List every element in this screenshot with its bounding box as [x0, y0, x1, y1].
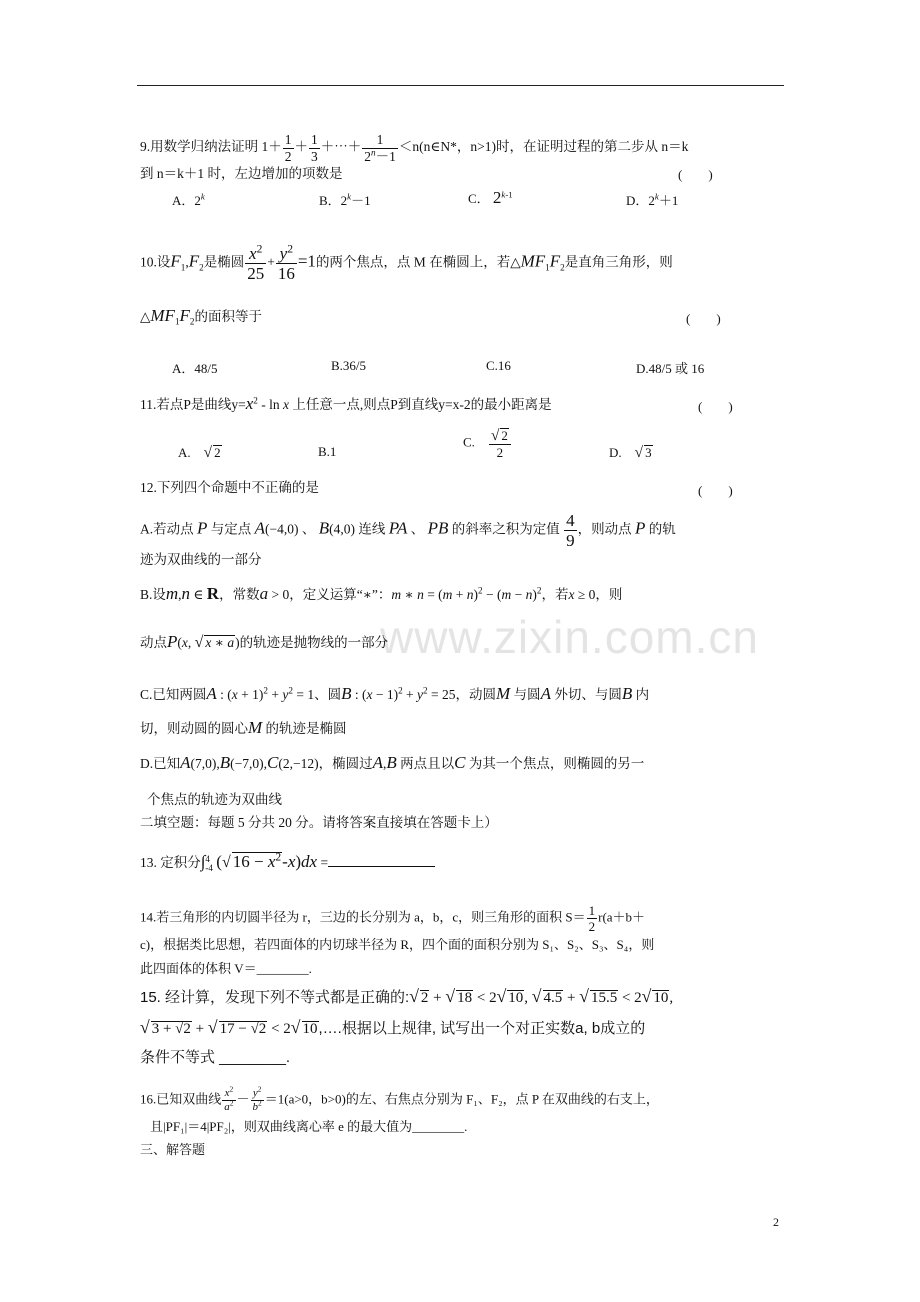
q11-option-c: C. $\frac{√ 2}{2}$ — [463, 428, 512, 459]
q12-c-line1: C.已知两圆A : $(x + 1)^2 + y^2 = 1$、圆B : $(x - 1)^2 + y^2 = 25$，动圆M 与圆A 外切、与圆B 内 — [140, 684, 650, 703]
q12-b-line1: B.设m,n ∈ R，常数a > 0，定义运算“∗”：m ∗ $n = (m + n)^2 - (m - n)^2$，若x ≥ 0，则 — [140, 584, 623, 603]
q14-line2: c)，根据类比思想，若四面体的内切球半径为 R，四个面的面积分别为 S₁、S₂、S₃、S₄，则 — [140, 937, 655, 952]
q9-line2: 到 n＝k＋1 时，左边增加的项数是 — [140, 166, 343, 181]
q14-line1: 14.若三角形的内切圆半径为 r，三边的长分别为 a，b，c，则三角形的面积 S＝ $\frac{1}{2}$ r(a＋b＋ — [140, 903, 646, 934]
q11-option-a: A. √ 2 — [178, 444, 221, 461]
q10-line1: 10.设$F_1,F_2$是椭圆 $\frac{x^2}{25}$ + $\frac{y^2}{16}$ =1的两个焦点，点 M 在椭圆上，若$\triangle MF_1F_2$是直角三角形，则 — [140, 242, 673, 283]
q9-option-d: D．$2^k+1$ — [626, 191, 679, 208]
q16-line2: 且|PF₁|＝4|PF₂|，则双曲线离心率 e 的最大值为________. — [150, 1119, 468, 1134]
q15-line1: 15. 经计算，发现下列不等式都是正确的:√ 2 + √ 18 < 2√ 10, √ 4.5 + √ 15.5 < 2√ 10, — [140, 986, 674, 1006]
q13-line: 13. 定积分∫4 -4 (√ $16 - x^2-x)dx$ = — [140, 852, 435, 873]
q11-option-b: B.1 — [318, 444, 337, 459]
q11-option-d: D. √ 3 — [609, 444, 652, 461]
q12-c-line2: 切，则动圆的圆心M 的轨迹是椭圆 — [140, 718, 347, 737]
section-2-heading: 二填空题：每题 5 分共 20 分。请将答案直接填在答题卡上） — [140, 815, 498, 830]
q9-answer-paren: ( ) — [678, 167, 713, 182]
q15-line2: √ 3 + √2 + √ 17 − √2 < 2√ 10,….根据以上规律, 试写出一个对正实数a, b成立的 — [140, 1017, 646, 1037]
q9-option-c: C． 2$^{k-1}$ — [468, 188, 513, 207]
header-rule — [137, 85, 784, 86]
q10-option-a: A．48/5 — [172, 361, 218, 376]
q12-a-line2: 迹为双曲线的一部分 — [140, 552, 262, 567]
q16-line1: 16.已知双曲线 $\frac{x^2}{a^2}$ － $\frac{y^2}{b^2}$ ＝1(a>0，b>0)的左、右焦点分别为 F₁、F₂，点 P 在双曲线的右支上， — [140, 1084, 659, 1113]
q12-answer-paren: ( ) — [698, 483, 733, 498]
page-number: 2 — [773, 1215, 779, 1229]
section-3-heading: 三、解答题 — [140, 1142, 206, 1157]
q10-option-b: B.36/5 — [331, 358, 367, 373]
q15-line3: 条件不等式 ________. — [140, 1049, 291, 1066]
q13-answer-blank[interactable] — [328, 854, 435, 867]
q10-answer-paren: ( ) — [686, 311, 721, 326]
q14-line3: 此四面体的体积 V＝________. — [140, 961, 312, 976]
q12-b-line2: 动点P(x, √ x ∗ a)的轨迹是抛物线的一部分 — [140, 632, 389, 651]
watermark: www.zixin.com.cn — [380, 611, 759, 663]
q9-line1: 9.用数学归纳法证明 1＋ $\frac{1}{2}$ ＋ $\frac{1}{3}$ ＋⋯＋ $\frac{1}{2^n-1}$ ＜n(n∈N*，n>1)时，在证明过程的第二步从 n＝k — [140, 132, 689, 164]
q9-option-a: A．2$^k$ — [172, 191, 205, 208]
q11-line: 11.若点P是曲线$y=x^2 - \ln x$ 上任意一点,则点P到直线y=x-2的最小距离是 — [140, 394, 552, 413]
q12-d-line1: D.已知A(7,0),B(−7,0),C(2,−12)，椭圆过A,B 两点且以C 为其一个焦点，则椭圆的另一 — [140, 753, 645, 772]
q12-a-line1: A.若动点 P 与定点 A(−4,0) 、 B(4,0) 连线 PA 、 PB 的斜率之积为定值 $\frac{4}{9}$ ，则动点 P 的轨 — [140, 511, 676, 550]
q12-stem: 12.下列四个命题中不正确的是 — [140, 480, 319, 495]
q10-line2: $\triangle MF_1F_2$的面积等于 — [140, 306, 263, 327]
q12-d-line2: 个焦点的轨迹为双曲线 — [147, 792, 282, 807]
q10-option-d: D.48/5 或 16 — [636, 361, 705, 376]
q9-option-b: B．$2^k-1$ — [319, 191, 371, 208]
q10-option-c: C.16 — [486, 358, 511, 373]
q11-answer-paren: ( ) — [698, 399, 733, 414]
